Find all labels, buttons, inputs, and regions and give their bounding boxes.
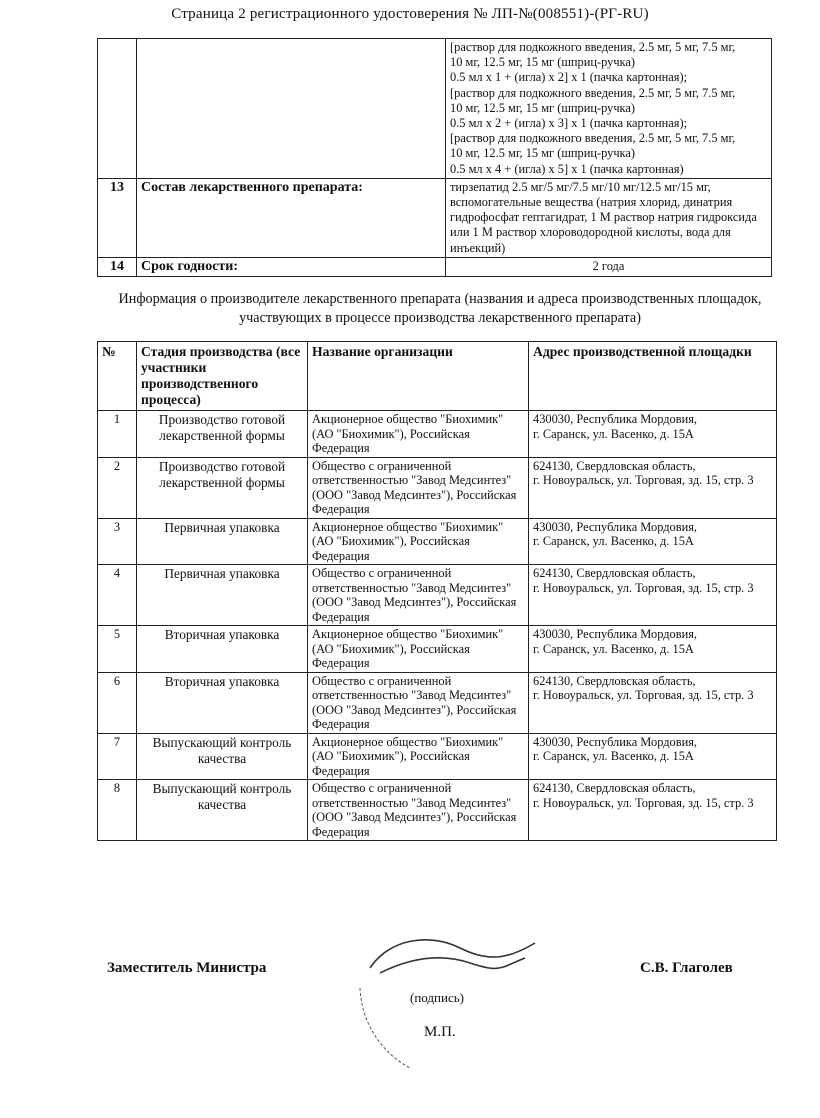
address-line: г. Новоуральск, ул. Торговая, зд. 15, стр. 3 (533, 688, 754, 702)
shelf-life-value: 2 года (446, 257, 772, 276)
row-org: Общество с ограниченной ответственностью "Завод Медсинтез" (ООО "Завод Медсинтез"), Российская Федерация (308, 672, 529, 733)
row-address (529, 733, 777, 780)
table-row (98, 411, 777, 458)
row-num: 8 (98, 780, 137, 841)
row-org: Акционерное общество "Биохимик" (АО "Биохимик"), Российская Федерация (308, 411, 529, 458)
row-label (137, 39, 446, 179)
manufacturer-table (97, 341, 777, 841)
row-number: 14 (98, 257, 137, 276)
signature-label: (подпись) (410, 990, 464, 1005)
packaging-line: 10 мг, 12.5 мг, 15 мг (шприц-ручка) (450, 100, 636, 115)
address-line: 430030, Республика Мордовия, (533, 734, 698, 749)
packaging-line: 0.5 мл х 2 + (игла) х 3] х 1 (пачка картонная); (450, 116, 688, 131)
address-line: 624130, Свердловская область, (533, 566, 696, 580)
row-number (98, 39, 137, 179)
row-num: 3 (98, 518, 137, 565)
row-number: 13 (98, 178, 137, 257)
header-stage: Стадия производства (все участники производственного процесса) (137, 342, 308, 411)
row-stage: Вторичная упаковка (137, 672, 308, 733)
row-org: Общество с ограниченной ответственностью "Завод Медсинтез" (ООО "Завод Медсинтез"), Российская Федерация (308, 565, 529, 626)
packaging-value (446, 39, 772, 179)
address-line: 624130, Свердловская область, (533, 781, 696, 795)
address-line: г. Новоуральск, ул. Торговая, зд. 15, стр. 3 (533, 580, 754, 595)
packaging-line: 10 мг, 12.5 мг, 15 мг (шприц-ручка) (450, 146, 636, 161)
composition-label: Состав лекарственного препарата: (137, 178, 446, 257)
row-address (529, 457, 777, 518)
row-stage: Производство готовой лекарственной формы (137, 411, 308, 458)
row-stage: Производство готовой лекарственной формы (137, 457, 308, 518)
address-line: 430030, Республика Мордовия, (533, 519, 698, 534)
composition-row (98, 178, 772, 257)
row-num: 1 (98, 411, 137, 458)
row-org: Акционерное общество "Биохимик" (АО "Биохимик"), Российская Федерация (308, 733, 529, 780)
address-line: 624130, Свердловская область, (533, 458, 696, 473)
row-num: 5 (98, 626, 137, 673)
header-num: № (98, 342, 137, 411)
table-row (98, 457, 777, 518)
row-stage: Выпускающий контроль качества (137, 780, 308, 841)
packaging-line: 10 мг, 12.5 мг, 15 мг (шприц-ручка) (450, 55, 636, 70)
row-num: 6 (98, 672, 137, 733)
row-stage: Выпускающий контроль качества (137, 733, 308, 780)
address-line: г. Новоуральск, ул. Торговая, зд. 15, стр. 3 (533, 473, 754, 487)
signature-scribble (370, 940, 535, 973)
row-num: 7 (98, 733, 137, 780)
row-num: 2 (98, 457, 137, 518)
row-stage: Первичная упаковка (137, 518, 308, 565)
stamp-label: М.П. (424, 1024, 456, 1040)
address-line: г. Новоуральск, ул. Торговая, зд. 15, стр. 3 (533, 795, 754, 810)
stamp-arc (360, 988, 410, 1068)
address-line: г. Саранск, ул. Васенко, д. 15А (533, 534, 694, 548)
packaging-line: [раствор для подкожного введения, 2.5 мг, 5 мг, 7.5 мг, (450, 40, 736, 54)
table-row (98, 780, 777, 841)
shelf-life-label: Срок годности: (137, 257, 446, 276)
table-header-row (98, 342, 777, 411)
composition-value: тирзепатид 2.5 мг/5 мг/7.5 мг/10 мг/12.5 мг/15 мг, вспомогательные вещества (натрия хлорид, динатрия гидрофосфат гептагидрат, 1 М раствор натрия гидроксида или 1 М раствор хлороводородной кислоты, вода для инъекций) (446, 178, 772, 257)
address-line: г. Саранск, ул. Васенко, д. 15А (533, 426, 694, 441)
table-row (98, 518, 777, 565)
row-address (529, 565, 777, 626)
address-line: 430030, Республика Мордовия, (533, 627, 698, 641)
header-org: Название организации (308, 342, 529, 411)
address-line: 624130, Свердловская область, (533, 673, 696, 688)
product-details-table (97, 38, 772, 277)
manufacturer-table-body (98, 411, 777, 841)
shelf-life-row (98, 257, 772, 276)
address-line: 430030, Республика Мордовия, (533, 412, 698, 426)
table-row (98, 626, 777, 673)
row-address (529, 780, 777, 841)
packaging-line: 0.5 мл х 1 + (игла) х 2] х 1 (пачка картонная); (450, 70, 688, 85)
address-line: г. Саранск, ул. Васенко, д. 15А (533, 641, 694, 656)
row-address (529, 411, 777, 458)
row-address (529, 626, 777, 673)
packaging-line: [раствор для подкожного введения, 2.5 мг, 5 мг, 7.5 мг, (450, 85, 736, 100)
table-row (98, 733, 777, 780)
row-org: Акционерное общество "Биохимик" (АО "Биохимик"), Российская Федерация (308, 626, 529, 673)
signatory-name: С.В. Глаголев (640, 960, 733, 976)
row-org: Общество с ограниченной ответственностью "Завод Медсинтез" (ООО "Завод Медсинтез"), Российская Федерация (308, 457, 529, 518)
table-row (98, 672, 777, 733)
row-num: 4 (98, 565, 137, 626)
row-org: Акционерное общество "Биохимик" (АО "Биохимик"), Российская Федерация (308, 518, 529, 565)
row-address (529, 518, 777, 565)
page-title: Страница 2 регистрационного удостоверения № ЛП-№(008551)-(РГ-RU) (171, 6, 649, 22)
row-address (529, 672, 777, 733)
row-stage: Первичная упаковка (137, 565, 308, 626)
manufacturer-info-heading: Информация о производителе лекарственного препарата (названия и адреса производственных площадок, участвующих в процессе производства лекарственного препарата) (118, 291, 762, 326)
packaging-line: 0.5 мл х 4 + (игла) х 5] х 1 (пачка картонная) (450, 161, 684, 176)
row-org: Общество с ограниченной ответственностью "Завод Медсинтез" (ООО "Завод Медсинтез"), Российская Федерация (308, 780, 529, 841)
packaging-row (98, 39, 772, 179)
signatory-role: Заместитель Министра (107, 960, 267, 976)
address-line: г. Саранск, ул. Васенко, д. 15А (533, 749, 694, 763)
table-row (98, 565, 777, 626)
header-address: Адрес производственной площадки (529, 342, 777, 411)
row-stage: Вторичная упаковка (137, 626, 308, 673)
packaging-line: [раствор для подкожного введения, 2.5 мг, 5 мг, 7.5 мг, (450, 131, 736, 146)
